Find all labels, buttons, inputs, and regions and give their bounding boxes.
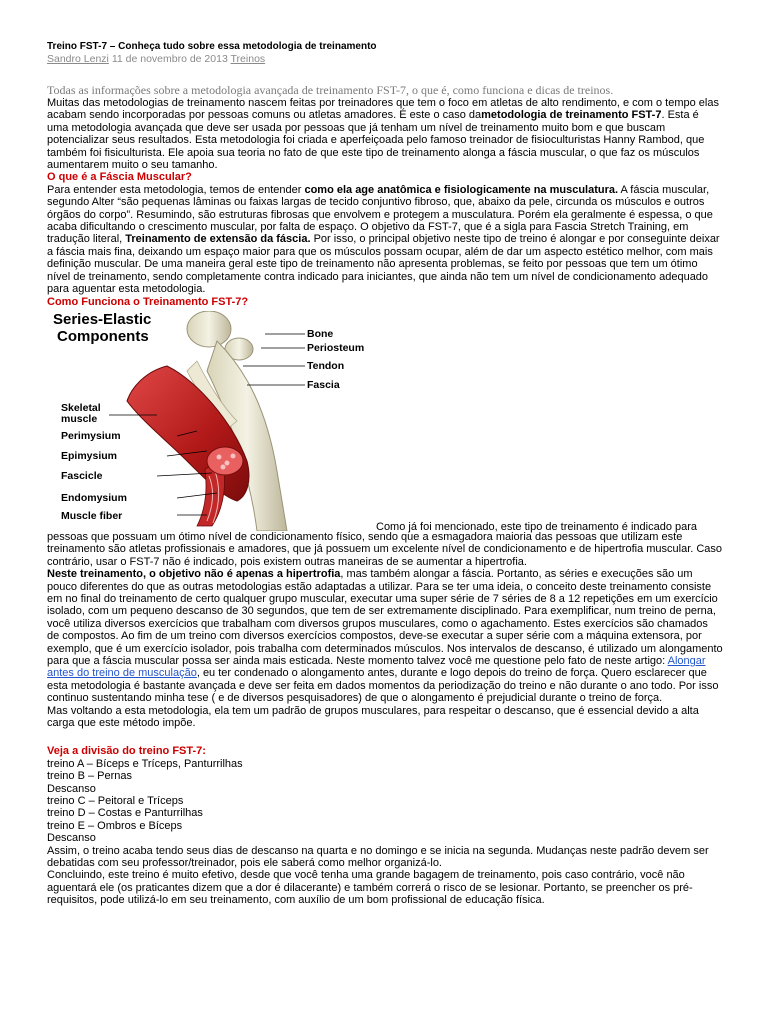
division-paragraph-2: Concluindo, este treino é muito efetivo, desde que você tenha uma grande bagagem de treinamento, pois caso contrário, você não aguentará ele (os praticantes dizem que a dor é dilacerante) e também correrá o risco de se lesionar. Portanto, se preencher os pré-requisitos, pode utilizá-lo em seu treinamento, com auxílio de um bom profissional de educação física. bbox=[47, 869, 693, 907]
how-bold: Neste treinamento, o objetivo não é apenas a hipertrofia bbox=[47, 568, 341, 581]
intro-paragraph bbox=[47, 97, 723, 171]
label-bone: Bone bbox=[307, 327, 334, 340]
how-paragraph-3: Mas voltando a esta metodologia, ela tem um padrão de grupos musculares, para respeitar o descanso, que é essencial devido a alta carga que este método impõe. bbox=[47, 704, 699, 729]
division-item: treino B – Pernas bbox=[47, 770, 132, 783]
fascia-text-a: Para entender esta metodologia, temos de entender bbox=[47, 183, 305, 196]
how-paragraph-2 bbox=[47, 568, 723, 704]
fascia-text-c: Por isso, o principal objetivo neste tipo de treino é alongar e por conseguinte deixar a fáscia mais fina, deixando um espaço maior para que os músculos possam ocupar, além de dar um aspecto estético melhor, com mais definição muscular. De uma maneira geral este tipo de treinamento não apresenta problemas, se feito por pessoas que tem um ótimo nível de treinamento, sendo completamente contra indicado para iniciantes, que ainda não tem um nível de condicionamento adequado para aguentar esta metodologia. bbox=[47, 233, 720, 296]
how-text-b: , eu ter condenado o alongamento antes, durante e logo depois do treino de força. Quero esclarecer que esta metodologia é bastante avançada e deve ser feita em dados momentos da periodização do treino e não durante o ano todo. Por isso continuo sustentando minha tese ( e de diversos pesquisadores) de que o alongamento é prejudicial durante o treino de força. bbox=[47, 667, 719, 705]
label-tendon: Tendon bbox=[307, 359, 345, 372]
intro-bold: metodologia de treinamento FST-7 bbox=[481, 109, 662, 122]
heading-how: Como Funciona o Treinamento FST-7? bbox=[47, 295, 249, 308]
division-item: treino A – Bíceps e Tríceps, Panturrilhas bbox=[47, 757, 243, 770]
label-skeletal: Skeletal bbox=[61, 401, 101, 414]
how-text-a: , mas também alongar a fáscia. Portanto, as séries e execuções são um pouco diferentes do que as outras metodologias estão adaptadas a utilizar. Para se ter uma ideia, o conceito deste treinamento consiste em no final do treinamento de certo qualquer grupo muscular, executar uma super série de 7 séries de 8 a 12 repetições em um exercício isolado, com um pequeno descanso de 30 segundos, que tem de ser extremamente disciplinado. Para exemplificar, num treino de perna, você utiliza diversos exercícios que trabalham com diversos grupos musculares, como o agachamento. Estes exercícios são chamados de compostos. Ao fim de um treino com diversos exercícios compostos, deve-se executar a super série com a máquina extensora, por exemplo, que é um exercício isolador, pois trabalha com determinados músculos. Nos intervalos de descanso, é utilizado um alongamento para que a fáscia muscular possa ser ainda mais esticada. Neste momento talvez você me questione pelo fato de neste artigo: bbox=[47, 568, 723, 667]
label-fascia: Fascia bbox=[307, 378, 340, 391]
fascia-paragraph bbox=[47, 184, 723, 296]
division-item: treino C – Peitoral e Tríceps bbox=[47, 795, 184, 808]
fascia-bold-1: como ela age anatômica e fisiologicamente na musculatura. bbox=[304, 183, 619, 196]
how-paragraph-1: pessoas que possuam um ótimo nível de condicionamento físico, sendo que a esmagadora maioria das pessoas que utilizam este treinamento são atletas profissionais e amadores, que já possuem um excelente nível de condicionamento e de hipertrofia muscular. Caso contrário, usar o FST-7 não é indicado, pois existem outras maneiras de se aumentar a hipertrofia. bbox=[47, 530, 723, 568]
label-periosteum: Periosteum bbox=[307, 341, 365, 354]
article bbox=[47, 40, 723, 907]
figure-title-2: Components bbox=[57, 327, 149, 345]
beside-figure-text: Como já foi mencionado, este tipo de treinamento é indicado para bbox=[376, 520, 698, 533]
author-link[interactable]: Sandro Lenzi bbox=[47, 53, 109, 65]
heading-division: Veja a divisão do treino FST-7: bbox=[47, 745, 206, 758]
muscle-anatomy-figure bbox=[47, 311, 377, 531]
label-epimysium: Epimysium bbox=[61, 449, 118, 462]
label-muscle-fiber: Muscle fiber bbox=[61, 509, 123, 522]
intro-text-b: . Esta é uma metodologia avançada que deve ser usada por pessoas que já tenham um nível de treinamento muito bom e que buscam potencializar seus resultados. Esta metodologia foi criada e aperfeiçoada pelo famoso treinador de fisioculturistas Hanny Rambod, que também foi fisiculturista. Ele apoia sua teoria no fato de que este tipo de treinamento alonga a fáscia muscular, o que faz os músculos aumentarem muito o seu tamanho. bbox=[47, 109, 705, 172]
label-perimysium: Perimysium bbox=[61, 429, 121, 442]
category-link[interactable]: Treinos bbox=[230, 53, 266, 65]
heading-fascia: O que é a Fáscia Muscular? bbox=[47, 171, 192, 184]
intro-text-a: Muitas das metodologias de treinamento nascem feitas por treinadores que tem o foco em atletas de alto rendimento, e com o tempo elas acabam sendo incorporadas por pessoas comuns ou atletas amadores. É este o caso da bbox=[47, 97, 719, 122]
post-date: 11 de novembro de 2013 bbox=[111, 53, 228, 65]
fascia-text-b: A fáscia muscular, segundo Alter “são pequenas lâminas ou faixas largas de tecido conjuntivo fibroso, que, abaixo da pele, circunda os músculos e outros órgãos do corpo”. Resumindo, são estruturas fibrosas que envolvem e protegem a musculatura. Porém ela geralmente é espessa, o que acaba dificultando o crescimento muscular, por falta de espaço. O objetivo da FST-7, que é a sigla para Fascia Stretch Training, em tradução literal, bbox=[47, 183, 713, 246]
article-meta bbox=[47, 53, 723, 66]
division-item: treino D – Costas e Panturrilhas bbox=[47, 807, 203, 820]
division-item: Descanso bbox=[47, 832, 96, 845]
article-title: Treino FST-7 – Conheça tudo sobre essa metodologia de treinamento bbox=[47, 41, 377, 52]
stretching-article-link[interactable]: Alongar antes do treino de musculação bbox=[47, 654, 706, 680]
label-endomysium: Endomysium bbox=[61, 491, 127, 504]
label-fascicle: Fascicle bbox=[61, 469, 103, 482]
division-item: Descanso bbox=[47, 782, 96, 795]
figure-row bbox=[47, 311, 723, 531]
label-muscle: muscle bbox=[61, 412, 98, 425]
figure-title-1: Series-Elastic bbox=[53, 310, 152, 328]
division-paragraph-1: Assim, o treino acaba tendo seus dias de descanso na quarta e no domingo e se inicia na segunda. Mudanças neste padrão devem ser debatidas com seu professor/treinador, pois ele saberá como melhor organizá-lo. bbox=[47, 844, 709, 870]
fascia-bold-2: Treinamento de extensão da fáscia. bbox=[125, 233, 311, 246]
division-item: treino E – Ombros e Bíceps bbox=[47, 819, 183, 832]
lead-paragraph: Todas as informações sobre a metodologia avançada de treinamento FST-7, o que é, como funciona e dicas de treinos. bbox=[47, 83, 614, 97]
